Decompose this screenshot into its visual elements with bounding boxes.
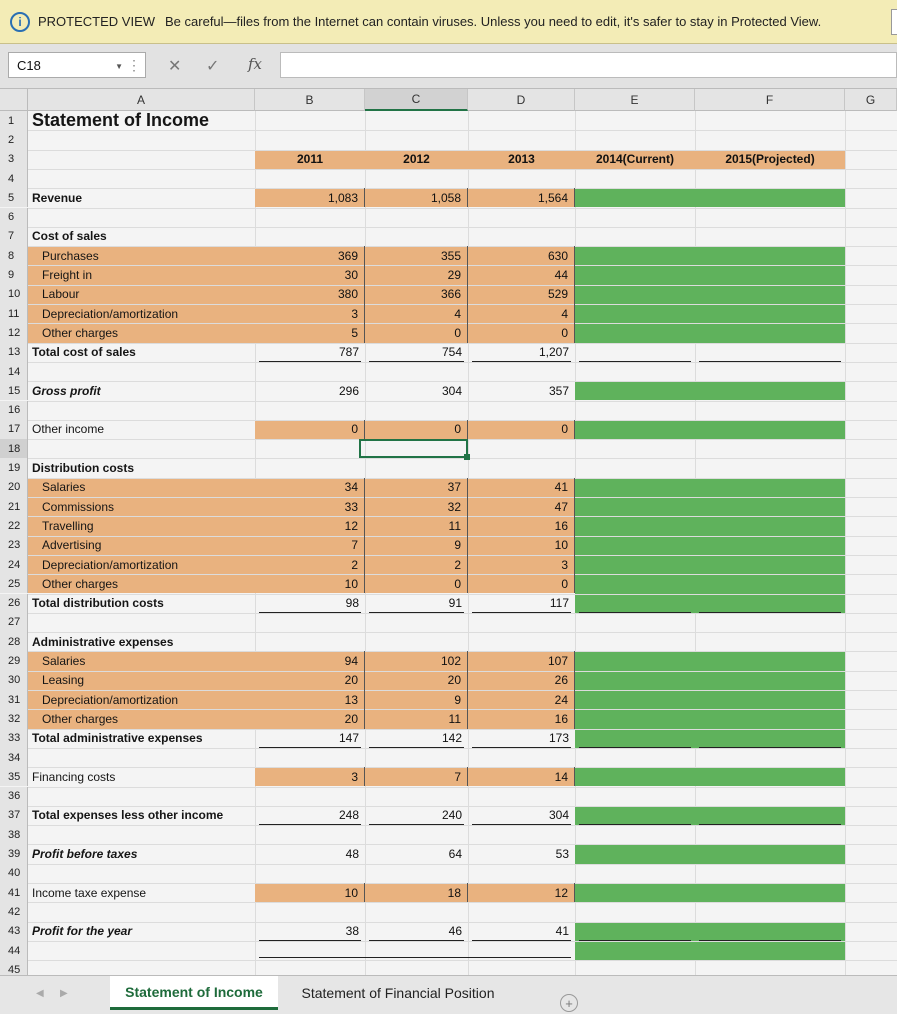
column-header-c[interactable]: C bbox=[365, 89, 468, 111]
projection-fill bbox=[575, 246, 845, 343]
row-header[interactable]: 39 bbox=[0, 844, 28, 863]
row-header[interactable]: 35 bbox=[0, 767, 28, 786]
more-options-icon[interactable]: ⋮ bbox=[127, 57, 141, 73]
row-label: Income taxe expense bbox=[32, 885, 147, 900]
cell-value[interactable]: 44 bbox=[468, 265, 575, 284]
cell-value[interactable]: 16 bbox=[468, 709, 575, 728]
total-underline bbox=[699, 747, 841, 748]
tab-statement-of-financial-position[interactable]: Statement of Financial Position bbox=[301, 985, 495, 1001]
gridline bbox=[28, 401, 897, 402]
cell-value[interactable]: 1,083 bbox=[255, 188, 365, 207]
row-header[interactable]: 20 bbox=[0, 478, 28, 497]
cell-value[interactable]: 102 bbox=[365, 651, 468, 670]
enable-editing-button[interactable] bbox=[891, 9, 897, 35]
cell-value[interactable]: 296 bbox=[338, 383, 359, 398]
formula-input[interactable] bbox=[280, 52, 897, 78]
cell-value[interactable]: 20 bbox=[255, 671, 365, 690]
row-header[interactable]: 24 bbox=[0, 555, 28, 574]
protected-view-bar bbox=[0, 0, 897, 44]
active-cell-c18[interactable] bbox=[359, 439, 468, 458]
cell-value[interactable]: 10 bbox=[255, 574, 365, 593]
cell-value[interactable]: 30 bbox=[255, 265, 365, 284]
projection-fill bbox=[575, 844, 845, 863]
cell-value[interactable]: 4 bbox=[365, 304, 468, 323]
column-header-e[interactable]: E bbox=[575, 89, 695, 111]
row-header[interactable]: 44 bbox=[0, 941, 28, 960]
cell-value[interactable]: 369 bbox=[255, 246, 365, 265]
total-underline bbox=[259, 824, 361, 825]
row-header[interactable]: 8 bbox=[0, 246, 28, 265]
row-header[interactable]: 23 bbox=[0, 536, 28, 555]
row-header[interactable]: 21 bbox=[0, 497, 28, 516]
row-label: Depreciation/amortization bbox=[42, 306, 179, 321]
row-header[interactable]: 7 bbox=[0, 227, 28, 246]
row-header[interactable]: 5 bbox=[0, 188, 28, 207]
add-sheet-icon[interactable]: + bbox=[560, 994, 578, 1012]
row-header[interactable]: 18 bbox=[0, 439, 28, 458]
year-header: 2012 bbox=[403, 152, 430, 167]
cell-value[interactable]: 304 bbox=[548, 808, 569, 823]
cell-value[interactable]: 9 bbox=[365, 536, 468, 555]
row-header[interactable]: 3 bbox=[0, 150, 28, 169]
gridline bbox=[28, 458, 897, 459]
cell-value[interactable]: 1,058 bbox=[365, 188, 468, 207]
row-label: Cost of sales bbox=[32, 229, 107, 244]
cell-value[interactable]: 2 bbox=[365, 555, 468, 574]
total-underline bbox=[472, 747, 571, 748]
year-header: 2015(Projected) bbox=[725, 152, 815, 167]
cell-value[interactable]: 48 bbox=[345, 847, 359, 862]
scroll-right-icon[interactable]: ▶ bbox=[60, 988, 68, 999]
row-header[interactable]: 4 bbox=[0, 169, 28, 188]
row-label: Total administrative expenses bbox=[32, 731, 203, 746]
cell-value[interactable]: 240 bbox=[441, 808, 462, 823]
total-underline bbox=[699, 824, 841, 825]
cell-value[interactable]: 3 bbox=[255, 304, 365, 323]
gridline bbox=[28, 960, 897, 961]
row-header[interactable]: 9 bbox=[0, 265, 28, 284]
projection-fill bbox=[575, 806, 845, 825]
projection-fill bbox=[575, 883, 845, 902]
total-underline bbox=[259, 940, 361, 941]
cell-value[interactable]: 0 bbox=[468, 574, 575, 593]
row-header[interactable]: 41 bbox=[0, 883, 28, 902]
cell-value[interactable]: 117 bbox=[549, 596, 569, 611]
cell-value[interactable]: 304 bbox=[441, 383, 462, 398]
row-label: Other charges bbox=[42, 711, 119, 726]
cell-value[interactable]: 41 bbox=[555, 924, 569, 939]
cell-value[interactable]: 7 bbox=[255, 536, 365, 555]
total-underline bbox=[369, 747, 464, 748]
cell-value[interactable]: 64 bbox=[448, 847, 462, 862]
projection-fill bbox=[575, 188, 845, 207]
cell-value[interactable]: 11 bbox=[365, 516, 468, 535]
row-header[interactable]: 31 bbox=[0, 690, 28, 709]
column-header-d[interactable]: D bbox=[468, 89, 575, 111]
cell-value[interactable]: 34 bbox=[255, 478, 365, 497]
row-label: Advertising bbox=[42, 538, 102, 553]
cell-value[interactable]: 0 bbox=[365, 574, 468, 593]
spreadsheet-grid[interactable] bbox=[0, 89, 897, 975]
row-header[interactable]: 33 bbox=[0, 729, 28, 748]
total-underline bbox=[699, 361, 841, 362]
row-label: Travelling bbox=[42, 518, 94, 533]
gridline bbox=[28, 941, 897, 942]
gridline bbox=[28, 208, 897, 209]
column-header-b[interactable]: B bbox=[255, 89, 365, 111]
cell-value[interactable]: 24 bbox=[468, 690, 575, 709]
cell-value[interactable]: 787 bbox=[338, 345, 359, 360]
cell-value[interactable]: 18 bbox=[365, 883, 468, 902]
protected-view-title: PROTECTED VIEW bbox=[38, 14, 156, 29]
total-underline bbox=[579, 747, 691, 748]
cell-value[interactable]: 46 bbox=[448, 924, 462, 939]
total-underline bbox=[369, 940, 464, 941]
row-label: Total distribution costs bbox=[32, 596, 164, 611]
cell-value[interactable]: 0 bbox=[365, 420, 468, 439]
cell-value[interactable]: 20 bbox=[255, 709, 365, 728]
row-header[interactable]: 16 bbox=[0, 401, 28, 420]
cell-value[interactable]: 26 bbox=[468, 671, 575, 690]
column-header-f[interactable]: F bbox=[695, 89, 845, 111]
gridline bbox=[28, 787, 897, 788]
row-header[interactable]: 19 bbox=[0, 458, 28, 477]
row-header[interactable]: 25 bbox=[0, 574, 28, 593]
tab-statement-of-income[interactable]: Statement of Income bbox=[110, 976, 278, 1010]
gridline bbox=[28, 902, 897, 903]
row-label: Gross profit bbox=[32, 383, 101, 398]
gridline bbox=[28, 613, 897, 614]
cell-value[interactable]: 47 bbox=[468, 497, 575, 516]
cell-value[interactable]: 3 bbox=[468, 555, 575, 574]
cell-value[interactable]: 98 bbox=[345, 596, 359, 611]
cell-value[interactable]: 142 bbox=[441, 731, 462, 746]
cell-value[interactable]: 3 bbox=[255, 767, 365, 786]
row-label: Labour bbox=[42, 287, 80, 302]
gridline bbox=[28, 169, 897, 170]
row-header[interactable]: 29 bbox=[0, 651, 28, 670]
row-header[interactable]: 15 bbox=[0, 381, 28, 400]
column-header-a[interactable]: A bbox=[28, 89, 255, 111]
cell-value[interactable]: 380 bbox=[255, 285, 365, 304]
cell-value[interactable]: 5 bbox=[255, 323, 365, 342]
protected-view-message: Be careful—files from the Internet can contain viruses. Unless you need to edit, it's safer to stay in Protected View. bbox=[165, 14, 822, 29]
cell-value[interactable]: 37 bbox=[365, 478, 468, 497]
cell-value[interactable]: 10 bbox=[468, 536, 575, 555]
formula-bar bbox=[0, 44, 897, 89]
cell-value[interactable]: 0 bbox=[255, 420, 365, 439]
cell-value[interactable]: 630 bbox=[468, 246, 575, 265]
row-label: Total cost of sales bbox=[32, 345, 136, 360]
cell-value[interactable]: 357 bbox=[548, 383, 569, 398]
row-header[interactable]: 32 bbox=[0, 709, 28, 728]
row-label: Total expenses less other income bbox=[32, 808, 224, 823]
total-underline bbox=[369, 612, 464, 613]
row-header[interactable]: 40 bbox=[0, 864, 28, 883]
cell-value[interactable]: 1,207 bbox=[538, 345, 569, 360]
gridline bbox=[845, 111, 846, 975]
row-header[interactable]: 13 bbox=[0, 343, 28, 362]
year-header: 2013 bbox=[508, 152, 535, 167]
cell-value[interactable]: 33 bbox=[255, 497, 365, 516]
row-label: Salaries bbox=[42, 654, 86, 669]
cell-value[interactable]: 53 bbox=[555, 847, 569, 862]
total-underline bbox=[369, 361, 464, 362]
cell-value[interactable]: 7 bbox=[365, 767, 468, 786]
total-underline bbox=[579, 361, 691, 362]
row-label: Depreciation/amortization bbox=[42, 692, 179, 707]
scroll-left-icon[interactable]: ◀ bbox=[36, 988, 44, 999]
row-label: Salaries bbox=[42, 480, 86, 495]
row-label: Revenue bbox=[32, 190, 83, 205]
row-label: Profit for the year bbox=[32, 924, 133, 939]
row-label: Other charges bbox=[42, 325, 119, 340]
cell-value[interactable]: 529 bbox=[468, 285, 575, 304]
gridline bbox=[28, 864, 897, 865]
double-underline bbox=[259, 957, 571, 958]
row-header[interactable]: 12 bbox=[0, 323, 28, 342]
cell-value[interactable]: 0 bbox=[468, 323, 575, 342]
total-underline bbox=[259, 612, 361, 613]
total-underline bbox=[259, 361, 361, 362]
cell-value[interactable]: 173 bbox=[548, 731, 569, 746]
row-header[interactable]: 2 bbox=[0, 130, 28, 149]
row-label: Purchases bbox=[42, 248, 99, 263]
projection-fill bbox=[575, 651, 845, 748]
total-underline bbox=[369, 824, 464, 825]
cell-value[interactable]: 248 bbox=[338, 808, 359, 823]
total-underline bbox=[579, 940, 691, 941]
row-header[interactable]: 27 bbox=[0, 613, 28, 632]
cell-value[interactable]: 32 bbox=[365, 497, 468, 516]
row-label: Depreciation/amortization bbox=[42, 557, 179, 572]
row-header[interactable]: 14 bbox=[0, 362, 28, 381]
cell-value[interactable]: 91 bbox=[448, 596, 462, 611]
year-header: 2011 bbox=[296, 152, 324, 167]
gridline bbox=[28, 227, 897, 228]
row-label: Profit before taxes bbox=[32, 847, 138, 862]
insert-function-icon[interactable]: fx bbox=[248, 55, 263, 73]
sheet-tab-bar bbox=[0, 975, 897, 1014]
total-underline bbox=[579, 824, 691, 825]
cell-value[interactable]: 94 bbox=[255, 651, 365, 670]
total-underline bbox=[472, 824, 571, 825]
row-header[interactable]: 17 bbox=[0, 420, 28, 439]
cell-value[interactable]: 1,564 bbox=[468, 188, 575, 207]
total-underline bbox=[579, 612, 691, 613]
total-underline bbox=[472, 361, 571, 362]
year-header: 2014(Current) bbox=[595, 152, 675, 167]
chevron-down-icon[interactable]: ▼ bbox=[115, 62, 123, 71]
cell-value[interactable]: 14 bbox=[468, 767, 575, 786]
row-header[interactable]: 34 bbox=[0, 748, 28, 767]
cell-value[interactable]: 29 bbox=[365, 265, 468, 284]
row-header[interactable]: 26 bbox=[0, 594, 28, 613]
row-header[interactable]: 1 bbox=[0, 111, 28, 130]
cell-value[interactable]: 0 bbox=[365, 323, 468, 342]
cell-value[interactable]: 20 bbox=[365, 671, 468, 690]
projection-fill bbox=[575, 767, 845, 786]
cell-value[interactable]: 11 bbox=[365, 709, 468, 728]
row-label: Commissions bbox=[42, 499, 115, 514]
row-header[interactable]: 42 bbox=[0, 902, 28, 921]
cell-value[interactable]: 13 bbox=[255, 690, 365, 709]
projection-fill bbox=[575, 381, 845, 400]
row-header[interactable]: 38 bbox=[0, 825, 28, 844]
cell-value[interactable]: 355 bbox=[365, 246, 468, 265]
total-underline bbox=[259, 747, 361, 748]
check-icon[interactable]: ✓ bbox=[206, 58, 220, 75]
name-box-value: C18 bbox=[17, 57, 41, 73]
row-header[interactable]: 10 bbox=[0, 285, 28, 304]
row-label: Freight in bbox=[42, 268, 93, 283]
total-underline bbox=[472, 940, 571, 941]
projection-fill bbox=[575, 420, 845, 439]
row-header[interactable]: 37 bbox=[0, 806, 28, 825]
cell-value[interactable]: 0 bbox=[468, 420, 575, 439]
total-underline bbox=[699, 940, 841, 941]
row-header[interactable]: 22 bbox=[0, 516, 28, 535]
row-header[interactable]: 11 bbox=[0, 304, 28, 323]
row-header[interactable]: 28 bbox=[0, 632, 28, 651]
select-all-corner[interactable] bbox=[0, 89, 28, 111]
row-label: Financing costs bbox=[32, 769, 116, 784]
column-header-g[interactable]: G bbox=[845, 89, 897, 111]
info-icon: i bbox=[10, 12, 30, 32]
cell-value[interactable]: 12 bbox=[255, 516, 365, 535]
row-label: Distribution costs bbox=[32, 461, 135, 476]
cell-value[interactable]: 12 bbox=[468, 883, 575, 902]
cell-value[interactable]: 2 bbox=[255, 555, 365, 574]
row-header[interactable]: 6 bbox=[0, 208, 28, 227]
cell-value[interactable]: 16 bbox=[468, 516, 575, 535]
cell-value[interactable]: 9 bbox=[365, 690, 468, 709]
name-box[interactable] bbox=[8, 52, 146, 78]
cell-value[interactable]: 107 bbox=[468, 651, 575, 670]
gridline bbox=[28, 362, 897, 363]
row-header[interactable]: 45 bbox=[0, 960, 28, 975]
row-header[interactable]: 36 bbox=[0, 787, 28, 806]
row-label: Other charges bbox=[42, 576, 119, 591]
row-header[interactable]: 43 bbox=[0, 922, 28, 941]
cell-value[interactable]: 38 bbox=[345, 924, 359, 939]
cell-value[interactable]: 366 bbox=[365, 285, 468, 304]
cancel-icon[interactable]: ✕ bbox=[168, 58, 182, 75]
total-underline bbox=[699, 612, 841, 613]
cell-value[interactable]: 10 bbox=[255, 883, 365, 902]
row-label: Administrative expenses bbox=[32, 634, 174, 649]
cell-value[interactable]: 754 bbox=[441, 345, 462, 360]
row-label: Other income bbox=[32, 422, 105, 437]
cell-value[interactable]: 147 bbox=[338, 731, 359, 746]
cell-value[interactable]: 41 bbox=[468, 478, 575, 497]
cell-value[interactable]: 4 bbox=[468, 304, 575, 323]
gridline bbox=[28, 748, 897, 749]
sheet-title: Statement of Income bbox=[32, 110, 210, 131]
row-label: Leasing bbox=[42, 673, 85, 688]
gridline bbox=[28, 825, 897, 826]
total-underline bbox=[472, 612, 571, 613]
row-header[interactable]: 30 bbox=[0, 671, 28, 690]
